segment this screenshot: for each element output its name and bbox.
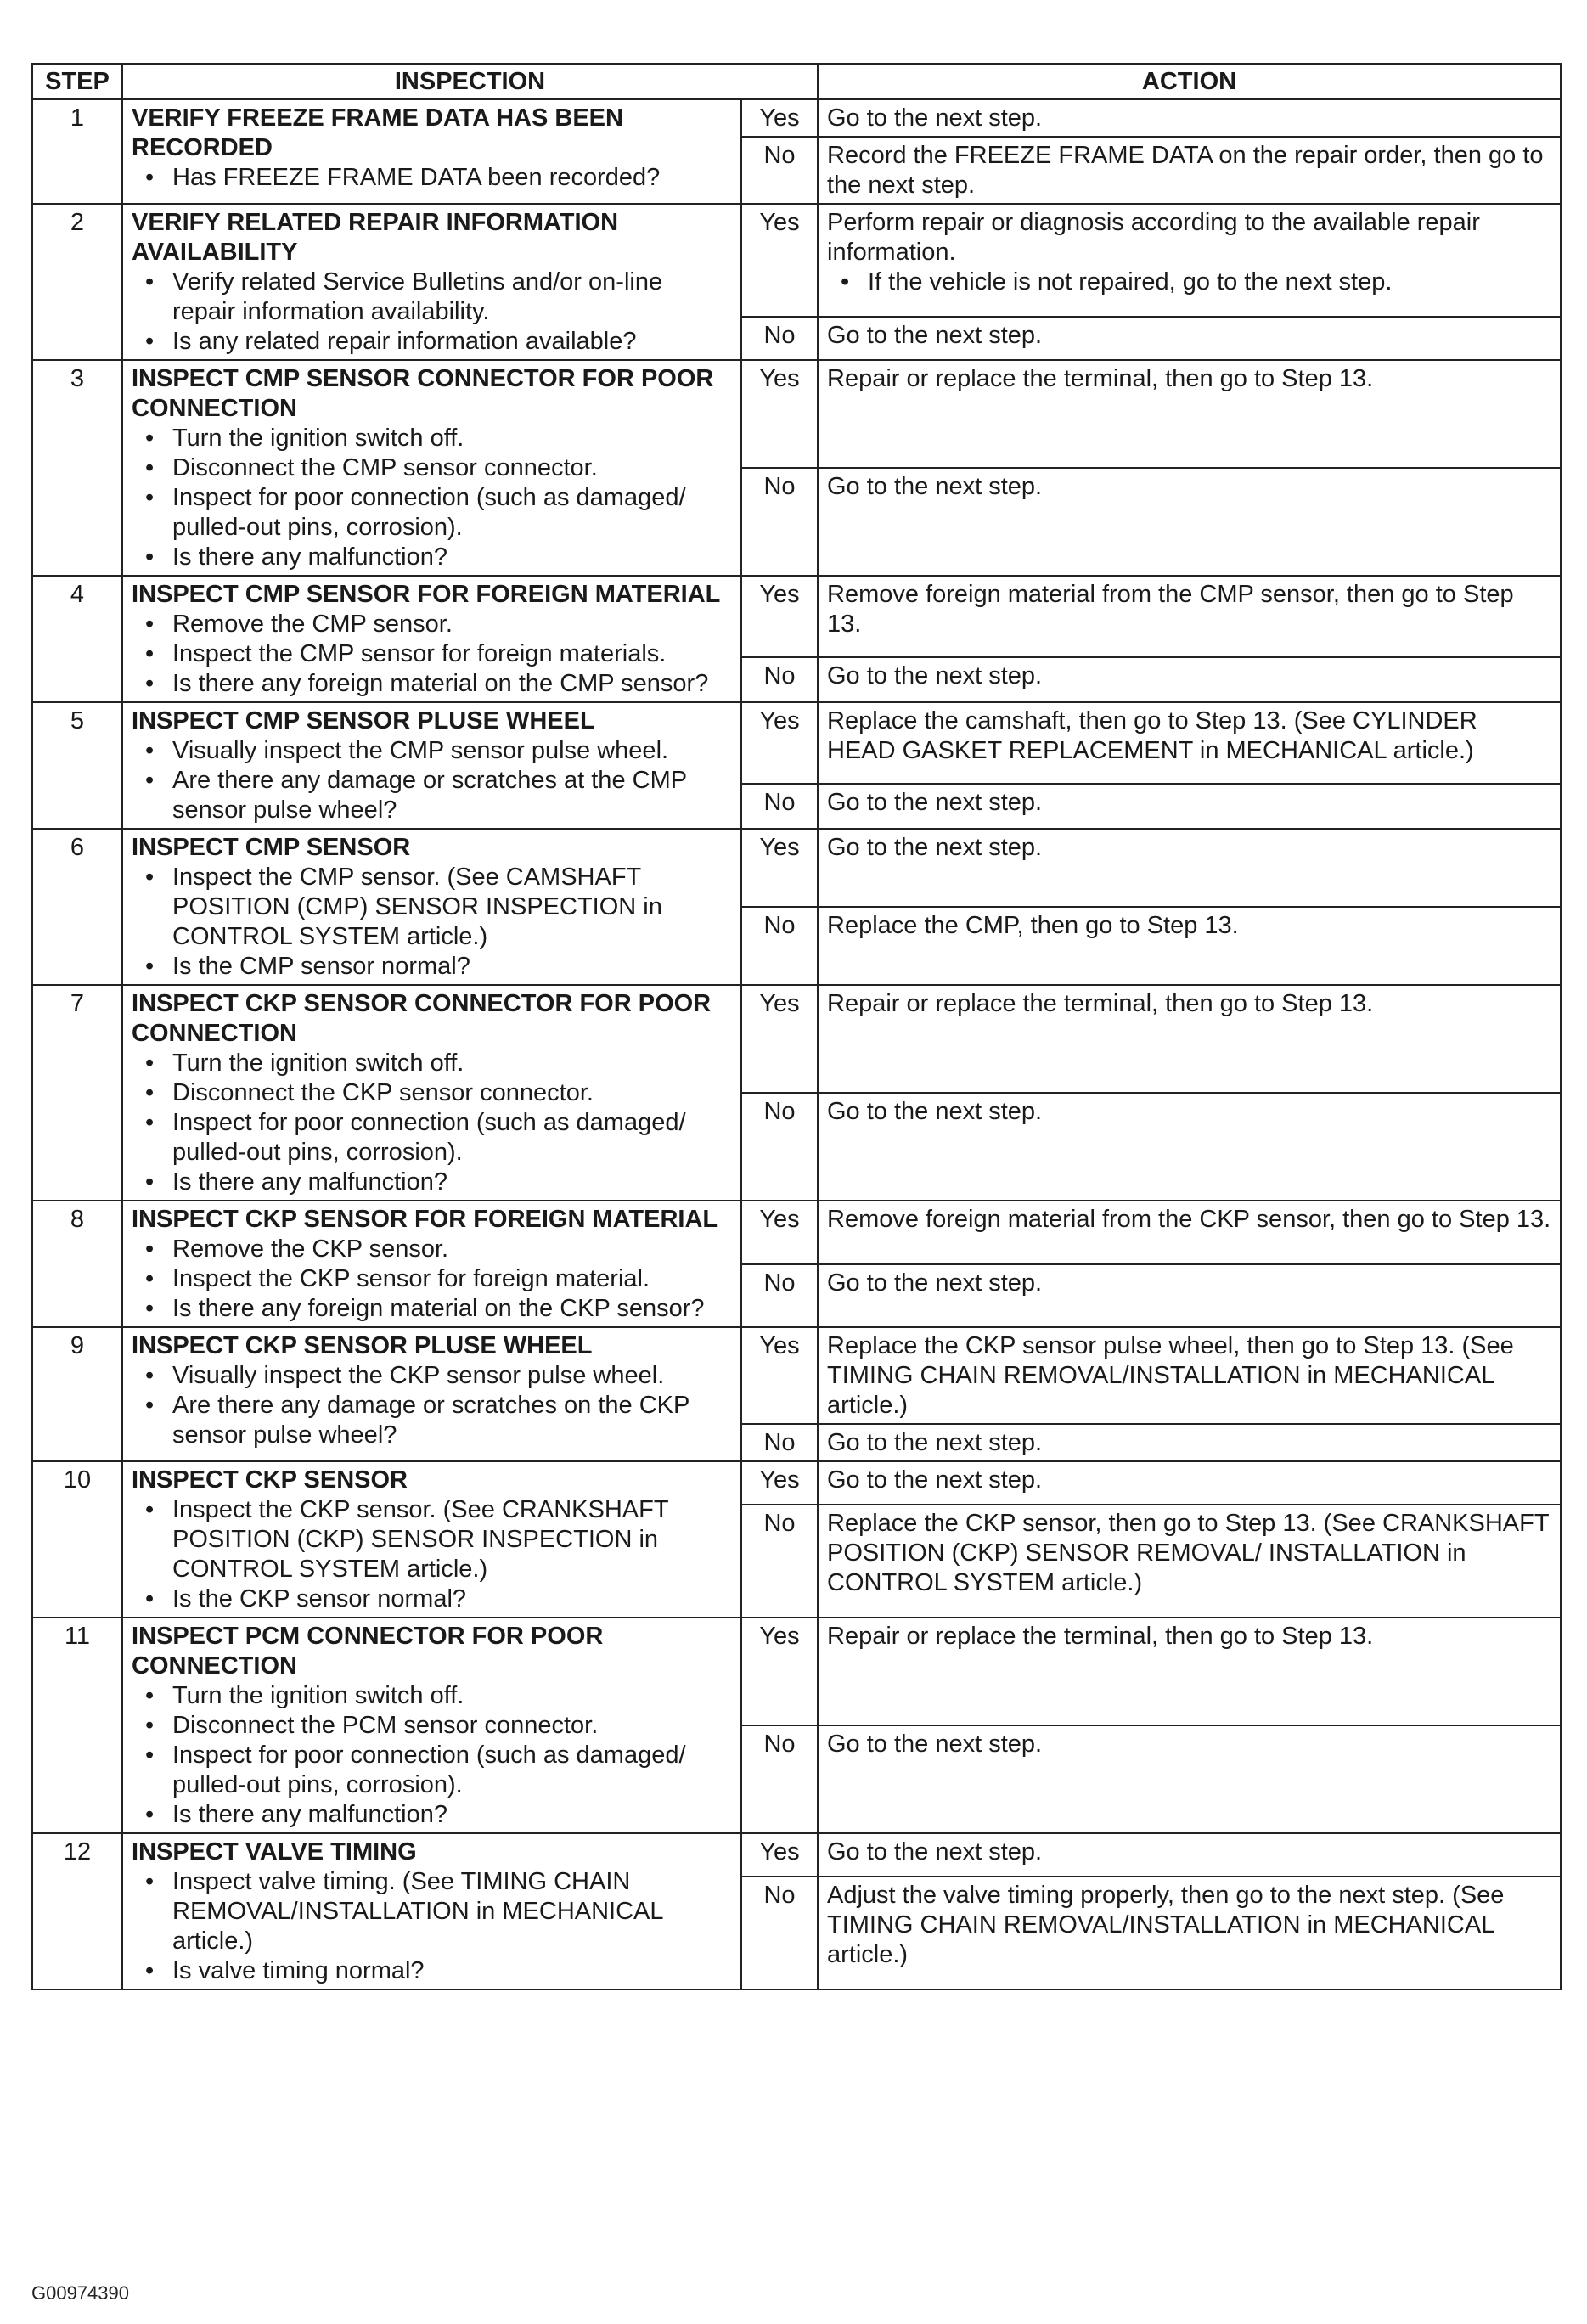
action-text: Replace the CMP, then go to Step 13. [827,912,1239,939]
result-answer: Yes [741,1461,818,1505]
inspection-bullet: • Is there any malfunction? [132,543,732,572]
action-cell [818,1461,1561,1505]
inspection-bullet: • Visually inspect the CMP sensor pulse wheel. [132,736,732,766]
result-answer: Yes [741,702,818,784]
inspection-bullet-list [132,163,732,193]
action-text: Repair or replace the terminal, then go to Step 13. [827,365,1374,392]
result-answer: No [741,1093,818,1201]
action-text: Replace the camshaft, then go to Step 13. (See CYLINDER HEAD GASKET REPLACEMENT in MECHANICAL article.) [827,707,1477,764]
inspection-bullet: • Remove the CKP sensor. [132,1235,732,1264]
table-row [32,829,1561,907]
inspection-bullet: • Verify related Service Bulletins and/or on-line repair information availability. [132,267,732,327]
result-answer: Yes [741,1201,818,1264]
figure-id: G00974390 [31,2282,129,2304]
action-text: Go to the next step. [827,661,1043,689]
result-answer: Yes [741,576,818,657]
inspection-title: INSPECT CKP SENSOR PLUSE WHEEL [132,1332,593,1359]
result-answer: Yes [741,360,818,468]
inspection-bullet: • Turn the ignition switch off. [132,1681,732,1711]
inspection-bullet: • Inspect for poor connection (such as damaged/ pulled-out pins, corrosion). [132,1108,732,1168]
action-text: Go to the next step. [827,321,1043,349]
inspection-cell [122,985,741,1201]
header-inspection: INSPECTION [122,64,818,99]
inspection-bullet: • Inspect for poor connection (such as damaged/ pulled-out pins, corrosion). [132,483,732,543]
table-row [32,702,1561,784]
inspection-bullet: • Is any related repair information available? [132,327,732,357]
result-answer: Yes [741,204,818,317]
table-row [32,985,1561,1093]
inspection-bullet: • Inspect the CKP sensor. (See CRANKSHAFT POSITION (CKP) SENSOR INSPECTION in CONTROL SYSTEM article.) [132,1495,732,1584]
action-cell [818,784,1561,829]
diagnostic-table [31,63,1562,1990]
result-answer: Yes [741,1618,818,1725]
action-text: Remove foreign material from the CMP sensor, then go to Step 13. [827,581,1514,638]
result-answer: No [741,137,818,204]
action-cell [818,702,1561,784]
table-row [32,1618,1561,1725]
result-answer: Yes [741,99,818,137]
table-body [32,99,1561,1989]
action-text: Adjust the valve timing properly, then go to the next step. (See TIMING CHAIN REMOVAL/INSTALLATION in MECHANICAL article.) [827,1882,1505,1969]
step-number: 7 [32,985,122,1201]
inspection-cell [122,360,741,576]
inspection-bullet-list [132,1681,732,1830]
inspection-cell [122,1327,741,1461]
action-text: Go to the next step. [827,1429,1043,1456]
step-number: 8 [32,1201,122,1327]
table-row [32,99,1561,137]
action-cell [818,1877,1561,1989]
action-text: Go to the next step. [827,1466,1043,1494]
action-cell [818,1618,1561,1725]
inspection-cell [122,702,741,829]
step-number: 11 [32,1618,122,1833]
table-header-row [32,64,1561,99]
inspection-bullet-list [132,267,732,357]
action-cell [818,1201,1561,1264]
inspection-bullet-list [132,424,732,572]
step-number: 6 [32,829,122,985]
result-answer: No [741,1877,818,1989]
action-cell [818,985,1561,1093]
action-cell [818,907,1561,985]
inspection-bullet: • Inspect the CKP sensor for foreign material. [132,1264,732,1294]
action-text: Go to the next step. [827,473,1043,500]
result-answer: No [741,784,818,829]
inspection-bullet: • Is the CKP sensor normal? [132,1584,732,1614]
inspection-bullet-list [132,1361,732,1450]
diagnostic-procedure-document [31,63,1560,1990]
action-cell [818,657,1561,702]
inspection-title: INSPECT CMP SENSOR [132,834,411,861]
action-bullet: • If the vehicle is not repaired, go to the next step. [827,267,1551,297]
step-number: 5 [32,702,122,829]
step-number: 3 [32,360,122,576]
action-cell [818,1505,1561,1618]
action-text: Go to the next step. [827,834,1043,861]
action-text: Repair or replace the terminal, then go to Step 13. [827,1623,1374,1650]
action-cell [818,99,1561,137]
inspection-bullet: • Has FREEZE FRAME DATA been recorded? [132,163,732,193]
action-cell [818,576,1561,657]
inspection-title: INSPECT CMP SENSOR PLUSE WHEEL [132,707,595,734]
inspection-bullet: • Is the CMP sensor normal? [132,952,732,982]
table-row [32,1833,1561,1877]
result-answer: Yes [741,1327,818,1424]
step-number: 4 [32,576,122,702]
inspection-bullet: • Inspect the CMP sensor. (See CAMSHAFT POSITION (CMP) SENSOR INSPECTION in CONTROL SYSTEM article.) [132,863,732,952]
inspection-bullet: • Visually inspect the CKP sensor pulse wheel. [132,1361,732,1391]
result-answer: No [741,317,818,360]
result-answer: No [741,1424,818,1461]
result-answer: Yes [741,829,818,907]
action-cell [818,1725,1561,1833]
inspection-cell [122,99,741,204]
inspection-cell [122,204,741,360]
inspection-title: INSPECT CKP SENSOR CONNECTOR FOR POOR CONNECTION [132,990,712,1047]
inspection-bullet: • Remove the CMP sensor. [132,610,732,639]
result-answer: No [741,657,818,702]
action-text: Go to the next step. [827,1269,1043,1297]
action-text: Perform repair or diagnosis according to the available repair information. [827,209,1480,266]
inspection-title: INSPECT CKP SENSOR FOR FOREIGN MATERIAL [132,1206,718,1233]
step-number: 10 [32,1461,122,1618]
result-answer: No [741,1264,818,1328]
inspection-bullet-list [132,736,732,825]
inspection-bullet: • Are there any damage or scratches at the CMP sensor pulse wheel? [132,766,732,825]
result-answer: No [741,907,818,985]
inspection-title: INSPECT VALVE TIMING [132,1838,417,1865]
inspection-title: INSPECT CMP SENSOR FOR FOREIGN MATERIAL [132,581,721,608]
inspection-bullet: • Is there any malfunction? [132,1168,732,1197]
action-cell [818,1327,1561,1424]
action-text: Go to the next step. [827,104,1043,132]
action-cell [818,468,1561,576]
action-text: Record the FREEZE FRAME DATA on the repair order, then go to the next step. [827,142,1544,199]
action-cell [818,829,1561,907]
action-text: Replace the CKP sensor, then go to Step 13. (See CRANKSHAFT POSITION (CKP) SENSOR REMOVAL/ INSTALLATION in CONTROL SYSTEM article.) [827,1510,1550,1597]
inspection-bullet: • Is there any malfunction? [132,1800,732,1830]
inspection-title: INSPECT CKP SENSOR [132,1466,408,1494]
action-text: Repair or replace the terminal, then go to Step 13. [827,990,1374,1017]
inspection-bullet-list [132,1235,732,1324]
action-cell [818,1833,1561,1877]
inspection-cell [122,1833,741,1989]
step-number: 9 [32,1327,122,1461]
inspection-cell [122,1201,741,1327]
action-text: Go to the next step. [827,1098,1043,1125]
inspection-title: INSPECT PCM CONNECTOR FOR POOR CONNECTION [132,1623,604,1680]
action-text: Remove foreign material from the CKP sensor, then go to Step 13. [827,1206,1551,1233]
result-answer: No [741,1725,818,1833]
inspection-bullet: • Turn the ignition switch off. [132,1049,732,1078]
inspection-bullet: • Is valve timing normal? [132,1956,732,1986]
table-row [32,1461,1561,1505]
action-text: Go to the next step. [827,788,1043,816]
inspection-bullet-list [132,863,732,982]
step-number: 1 [32,99,122,204]
action-cell [818,1093,1561,1201]
table-row [32,204,1561,317]
step-number: 12 [32,1833,122,1989]
result-answer: Yes [741,1833,818,1877]
inspection-bullet-list [132,1049,732,1197]
inspection-bullet: • Inspect the CMP sensor for foreign materials. [132,639,732,669]
inspection-bullet: • Inspect for poor connection (such as damaged/ pulled-out pins, corrosion). [132,1741,732,1800]
action-cell [818,1264,1561,1328]
action-bullet-list [827,267,1551,297]
inspection-cell [122,829,741,985]
table-row [32,360,1561,468]
inspection-bullet: • Disconnect the CMP sensor connector. [132,453,732,483]
table-row [32,1201,1561,1264]
inspection-cell [122,1461,741,1618]
action-text: Go to the next step. [827,1730,1043,1758]
action-cell [818,1424,1561,1461]
table-row [32,576,1561,657]
inspection-title: VERIFY RELATED REPAIR INFORMATION AVAILABILITY [132,209,619,266]
inspection-bullet: • Disconnect the CKP sensor connector. [132,1078,732,1108]
table-row [32,1327,1561,1424]
inspection-bullet-list [132,610,732,699]
result-answer: Yes [741,985,818,1093]
inspection-bullet: • Is there any foreign material on the CKP sensor? [132,1294,732,1324]
action-text: Replace the CKP sensor pulse wheel, then go to Step 13. (See TIMING CHAIN REMOVAL/INSTALLATION in MECHANICAL article.) [827,1332,1514,1419]
inspection-bullet-list [132,1495,732,1614]
action-cell [818,317,1561,360]
header-action: ACTION [818,64,1561,99]
result-answer: No [741,468,818,576]
action-text: Go to the next step. [827,1838,1043,1865]
step-number: 2 [32,204,122,360]
inspection-bullet-list [132,1867,732,1986]
inspection-bullet: • Inspect valve timing. (See TIMING CHAIN REMOVAL/INSTALLATION in MECHANICAL article.) [132,1867,732,1956]
inspection-cell [122,1618,741,1833]
inspection-bullet: • Are there any damage or scratches on the CKP sensor pulse wheel? [132,1391,732,1450]
header-step: STEP [32,64,122,99]
inspection-title: INSPECT CMP SENSOR CONNECTOR FOR POOR CONNECTION [132,365,714,422]
inspection-bullet: • Is there any foreign material on the CMP sensor? [132,669,732,699]
action-cell [818,137,1561,204]
inspection-bullet: • Disconnect the PCM sensor connector. [132,1711,732,1741]
inspection-title: VERIFY FREEZE FRAME DATA HAS BEEN RECORDED [132,104,623,161]
inspection-bullet: • Turn the ignition switch off. [132,424,732,453]
action-cell [818,204,1561,317]
result-answer: No [741,1505,818,1618]
action-cell [818,360,1561,468]
inspection-cell [122,576,741,702]
